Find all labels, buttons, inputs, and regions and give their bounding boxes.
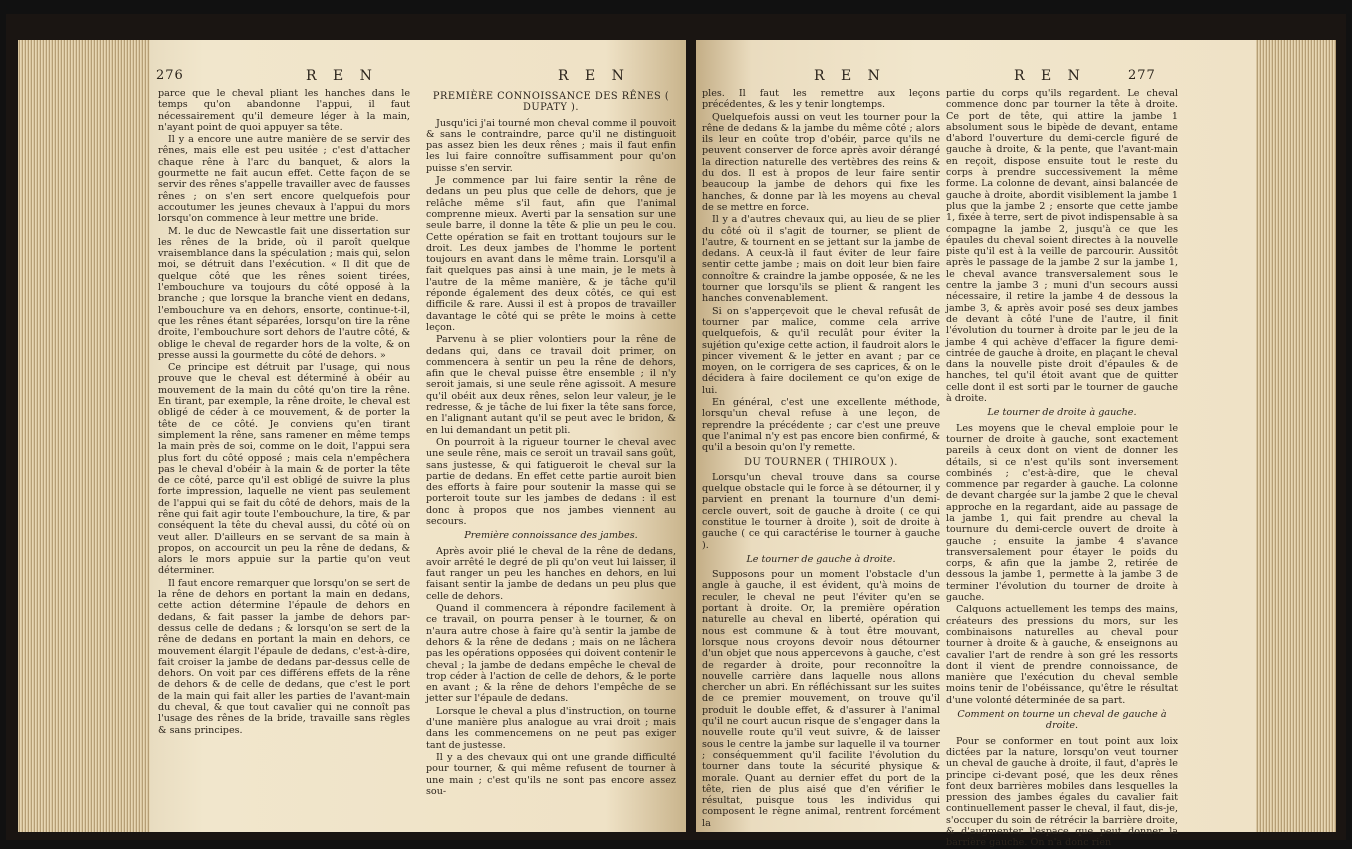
section-heading: PREMIÈRE CONNOISSANCE DES RÊNES ( DUPATY ). — [432, 91, 670, 114]
paragraph: parce que le cheval pliant les hanches dans le temps qu'on abandonne l'appui, il faut nécessairement qu'il demeure léger à la main, n'ayant point de quoi appuyer sa tête. — [158, 88, 410, 133]
page-number: 276 — [156, 68, 184, 83]
paragraph: M. le duc de Newcastle fait une dissertation sur les rênes de la bride, où il paroît quelque vraisemblance dans la spéculation ; mais qui, selon moi, se détruit dans l'exécution. « Il dit que de quelque côté que les rênes soient tirées, l'embouchure va toujours du côté opposé à la branche ; que lorsque la branche vient en dedans, l'embouchure va en dehors, ensorte, continue-t-il, que les rênes étant séparées, lorsqu'on tire la rêne droite, l'embouchure sort dehors de l'autre côté, & oblige le cheval de regarder hors de la volte, & on presse aussi la gourmette du côté de dehors. » — [158, 225, 410, 361]
paragraph: Il y a d'autres chevaux qui, au lieu de se plier du côté où il s'agit de tourner, se plient de l'autre, & tournent en se jettant sur la jambe de dedans. A ceux-là il faut éviter de leur faire sentir cette jambe ; mais on doit leur bien faire connoître & craindre la jambe opposée, & ne les tourner que lorsqu'ils se plient & rangent les hanches convenablement. — [702, 214, 940, 305]
right-page-paper — [696, 40, 1256, 849]
subsection-heading: Le tourner de gauche à droite. — [746, 553, 896, 565]
paragraph: Supposons pour un moment l'obstacle d'un angle à gauche, il est évident, qu'à moins de reculer, le cheval ne peut l'éviter qu'en se portant à droite. Or, la première opération naturelle au cheval en liberté, opération qui nous est commune & à tout être mouvant, lorsque nous croyons devoir nous détourner d'un objet que nous appercevons à gauche, c'est de regarder à droite, pour reconnoître la nouvelle carrière dans laquelle nous allons chercher un abri. En réfléchissant sur les suites de ce premier mouvement, on trouve qu'il produit le double effet, & d'assurer à l'animal qu'il ne court aucun risque de s'engager dans la nouvelle route qu'il veut suivre, & de laisser sous le centre la jambe sur laquelle il va tourner ; conséquemment qu'il facilite l'évolution du tourner dans toute la sécurité physique & morale. Quant au dernier effet du port de la tête, rien de plus aisé que d'en vérifier le résultat, puisque tous les individus qui composent le règne animal, rentrent forcément la — [702, 569, 940, 829]
book-spread — [6, 14, 1346, 849]
paragraph: En général, c'est une excellente méthode, lorsqu'un cheval refuse à une leçon, de reprendre la précédente ; car c'est une preuve que l'animal n'y est pas encore bien confirmé, & qu'il a besoin qu'on l'y remette. — [702, 397, 940, 454]
subsection-heading: Première connoissance des jambes. — [464, 530, 638, 542]
paragraph: Il y a des chevaux qui ont une grande difficulté pour tourner, & qui même refusent de tourner à une main ; c'est qu'ils ne sont pas encore assez sou- — [426, 751, 676, 797]
paragraph: Il y a encore une autre manière de se servir des rênes, mais elle est peu usitée ; c'est d'attacher chaque rêne à l'arc du banquet, & alors la gourmette ne fait aucun effet. Cette façon de se servir des rênes s'appelle travailler avec de fausses rênes ; on s'en sert encore quelquefois pour accoutumer les jeunes chevaux à l'appui du mors lorsqu'on commence à leur mettre une bride. — [158, 134, 410, 225]
paragraph: ples. Il faut les remettre aux leçons précédentes, & les y tenir longtemps. — [702, 88, 940, 111]
paragraph: Les moyens que le cheval emploie pour le tourner de droite à gauche, sont exactement pareils à ceux dont on vient de donner les détails, si ce n'est qu'ils sont inversement combinés ; c'est-à-dire, que le cheval commence par regarder à gauche. La colonne de devant chargée sur la jambe 2 que le cheval approche en la regardant, aide au passage de la jambe 1, qui fait prendre au cheval la tournure du demi-cercle ouvert de droite à gauche ; ensuite la jambe 4 s'avance transversalement pour étayer le poids du corps, & afin que la jambe 2, retirée de dessous la jambe 1, permette à la jambe 3 de terminer l'évolution du tourner de droite à gauche. — [946, 422, 1178, 604]
subsection-heading: Le tourner de droite à gauche. — [987, 407, 1137, 419]
paragraph: Je commence par lui faire sentir la rêne de dedans un peu plus que celle de dehors, que je relâche même s'il faut, afin que l'animal comprenne mieux. Averti par la sensation sur une seule barre, il donne la tête & plie un peu le cou. Cette opération se fait en trottant toujours sur le droit. Les deux jambes de l'homme le portent toujours en avant dans le même train. Lorsqu'il a fait quelques pas ainsi à une main, je le mets à l'autre de la même manière, & je tâche qu'il réponde également des deux côtés, ce qui est difficile & rare. Aussi il est à propos de travailler davantage le côté qui se prête le moins à cette leçon. — [426, 175, 676, 333]
paragraph: Quand il commencera à répondre facilement à ce travail, on pourra penser à le tourner, & on n'aura autre chose à faire qu'à sentir la jambe de dehors & la rêne de dedans ; mais on ne lâchera pas les opérations opposées qui doivent contenir le cheval ; la jambe de dedans empêche le cheval de trop céder à l'action de celle de dehors, & le porte en avant ; & la rêne de dehors l'empêche de se jetter sur l'épaule de dedans. — [426, 603, 676, 705]
paragraph: Ce principe est détruit par l'usage, qui nous prouve que le cheval est déterminé à obéir au mouvement de la main du côté qu'on tire la rêne. En tirant, par exemple, la rêne droite, le cheval est obligé de céder à ce mouvement, & de porter la tête de ce côté. Je conviens qu'en tirant simplement la rêne, sans ramener en même temps la main près de soi, comme on le doit, l'appui sera plus fort du côté opposé ; mais cela n'empêchera pas le cheval d'obéir à la main & de porter la tête de ce côté, parce qu'il est obligé de suivre la plus forte impression, laquelle ne vient pas seulement de l'appui qui se fait du côté de dehors, mais de la rêne qui fait agir toute l'embouchure, la tire, & par conséquent la tête du cheval aussi, du côté où on veut aller. D'ailleurs en se servant de sa main à propos, on accourcit un peu la rêne de dedans, & alors le mors appuie sur la partie qu'on veut déterminer. — [158, 362, 410, 577]
subsection-heading: Comment on tourne un cheval de gauche à droite. — [957, 709, 1167, 732]
running-head: R E N — [1014, 68, 1086, 84]
section-heading: DU TOURNER ( THIROUX ). — [744, 456, 898, 468]
paragraph: Il faut encore remarquer que lorsqu'on se sert de la rêne de dehors en portant la main en dedans, cette action détermine l'épaule de dehors en dedans, & fait passer la jambe de dehors par-dessus celle de dedans ; & lorsqu'on se sert de la rêne de dedans en portant la main en dehors, ce mouvement élargit l'épaule de dedans, c'est-à-dire, fait croiser la jambe de dedans par-dessus celle de dehors. On voit par ces différens effets de la rêne de dehors & de celle de dedans, que c'est le port de la main qui fait aller les parties de l'avant-main du cheval, & que tout cavalier qui ne connoît pas l'usage des rênes de la bride, travaille sans règles & sans principes. — [158, 577, 410, 736]
running-head: R E N — [306, 68, 378, 84]
text-column-1 — [702, 88, 940, 828]
page-number: 277 — [1128, 68, 1156, 83]
paragraph: Parvenu à se plier volontiers pour la rêne de dedans qui, dans ce travail doit primer, on commencera à sentir un peu la rêne de dehors, afin que le cheval puisse être ensemble ; il n'y seroit jamais, si une seule rêne agissoit. A mesure qu'il obéit aux deux rênes, selon leur valeur, je le redresse, & je tâche de lui fixer la tête sans force, en l'alignant autant qu'il se peut avec le bridon, & en lui demandant un petit pli. — [426, 334, 676, 436]
paragraph: Lorsqu'un cheval trouve dans sa course quelque obstacle qui le force à se détourner, il y parvient en prenant la tournure d'un demi-cercle ouvert, soit de gauche à droite ( ce qui constitue le tourner à droite ), soit de droite à gauche ( ce qui caractérise le tourner à gauche ). — [702, 471, 940, 551]
paragraph: Jusqu'ici j'ai tourné mon cheval comme il pouvoit & sans le contraindre, parce qu'il ne distinguoit pas assez bien les deux rênes ; mais il faut enfin les lui faire connoître suffisamment pour qu'on puisse s'en servir. — [426, 117, 676, 174]
right-page-edges — [1256, 40, 1336, 832]
paragraph: Pour se conformer en tout point aux loix dictées par la nature, lorsqu'on veut tourner un cheval de gauche à droite, il faut, d'après le principe ci-devant posé, que les deux rênes font deux barrières mobiles dans lesquelles la pression des jambes égales du cavalier fait continuellement passer le cheval, il faut, dis-je, s'occuper du soin de rétrécir la barrière droite, & d'augmenter l'espace que peut donner la barrière gauche. On n'a donc rien — [946, 735, 1178, 849]
left-page-edges — [18, 40, 150, 832]
left-page — [18, 40, 686, 832]
text-column-1 — [158, 88, 410, 828]
running-head: R E N — [814, 68, 886, 84]
paragraph: On pourroit à la rigueur tourner le cheval avec une seule rêne, mais ce seroit un travail sans goût, sans justesse, & qui fatigueroit le cheval sur la partie de dedans. En effet cette partie auroit bien des efforts à faire pour soutenir la masse qui se porteroit toute sur les jambes de dedans : il est donc à propos que nos jambes viennent au secours. — [426, 436, 676, 527]
text-column-2 — [426, 88, 676, 828]
text-column-2 — [946, 88, 1178, 849]
paragraph: partie du corps qu'ils regardent. Le cheval commence donc par tourner la tête à droite. Ce port de tête, qui attire la jambe 1 absolument sous le bipède de devant, entame d'abord l'ouverture du demi-cercle figuré de gauche à droite, & la pente, que l'avant-main en reçoit, dispose ensuite tout le reste du corps à prendre successivement la même forme. La colonne de devant, ainsi balancée de gauche à droite, abordit visiblement la jambe 1 plus que la jambe 2 ; ensorte que cette jambe 1, fixée à terre, sert de pivot indispensable à sa compagne la jambe 2, jusqu'à ce que les épaules du cheval soient directes à la nouvelle piste qu'il est à la veille de parcourir. Aussitôt après le passage de la jambe 2 sur la jambe 1, le cheval avance transversalement sous le centre la jambe 3 ; muni d'un secours aussi nécessaire, il retire la jambe 4 de dessous la jambe 3, & après avoir posé ses deux jambes de devant à côté l'une de l'autre, il finit l'évolution du tourner à droite par le jeu de la jambe 4 qui achève d'effacer la figure demi-cintrée de gauche à droite, en plaçant le cheval dans la nouvelle piste droit d'épaules & de hanches, tel qu'il étoit avant que de quitter celle dont il est sorti par le tourner de gauche à droite. — [946, 88, 1178, 405]
left-page-paper — [150, 40, 686, 832]
paragraph: Calquons actuellement les temps des mains, créateurs des pressions du mors, sur les combinaisons naturelles au cheval pour tourner à droite & à gauche, & enseignons au cavalier l'art de rendre à son gré les ressorts dont il vient de prendre connoissance, de manière que l'exécution du cheval semble moins tenir de l'obéissance, qu'être le résultat d'une volonté déterminée de sa part. — [946, 604, 1178, 706]
paragraph: Quelquefois aussi on veut les tourner pour la rêne de dedans & la jambe du même côté ; alors ils leur en coûte trop d'obéir, parce qu'ils ne peuvent conserver de force après avoir dérangé la direction naturelle des vertèbres des reins & du dos. Il est à propos de leur faire sentir beaucoup la jambe de dehors qui fixe les hanches, & donne par là les moyens au cheval de se mettre en force. — [702, 111, 940, 213]
right-page — [696, 40, 1336, 849]
running-head: R E N — [558, 68, 630, 84]
paragraph: Lorsque le cheval a plus d'instruction, on tourne d'une manière plus analogue au vrai droit ; mais dans les commencemens on ne peut pas exiger tant de justesse. — [426, 705, 676, 751]
paragraph: Si on s'apperçevoit que le cheval refusât de tourner par malice, comme cela arrive quelquefois, & qu'il reculât pour éviter la sujétion qu'exige cette action, il faudroit alors le pincer vivement & le jetter en avant ; par ce moyen, on le corrigera de ses caprices, & on le décidera à faire docilement ce qu'on exige de lui. — [702, 305, 940, 396]
paragraph: Après avoir plié le cheval de la rêne de dedans, avoir arrêté le degré de pli qu'on veut lui laisser, il faut ranger un peu les hanches en dehors, en lui faisant sentir la jambe de dedans un peu plus que celle de dehors. — [426, 545, 676, 602]
